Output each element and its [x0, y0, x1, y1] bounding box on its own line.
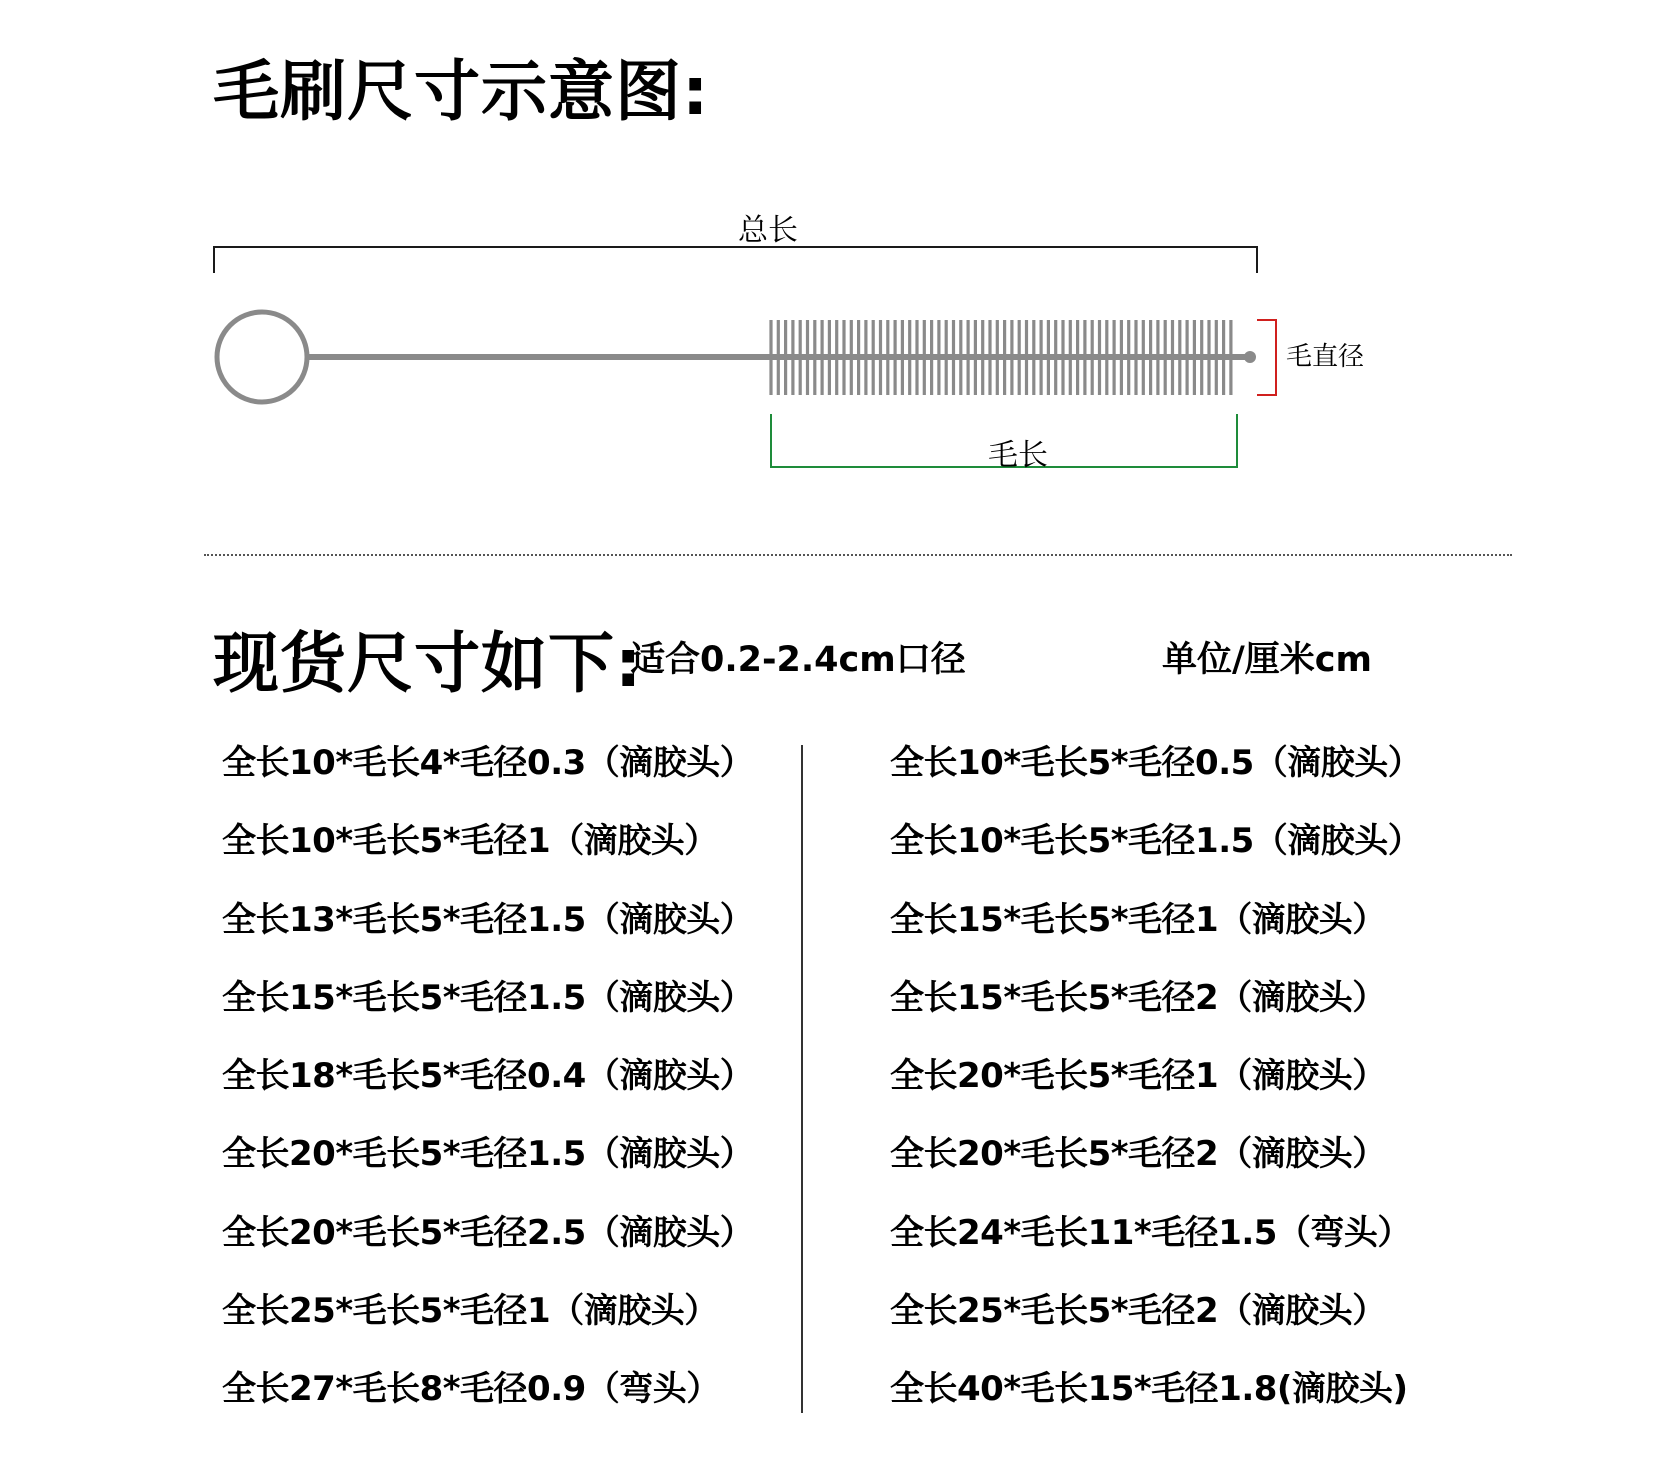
stock-title: 现货尺寸如下:	[213, 625, 643, 702]
stock-size-item: 全长20*毛长5*毛径1.5（滴胶头）	[222, 1134, 754, 1175]
stock-size-item: 全长20*毛长5*毛径1（滴胶头）	[890, 1056, 1386, 1097]
stock-subtitle: 适合0.2-2.4cm口径	[630, 640, 966, 680]
stock-size-item: 全长40*毛长15*毛径1.8(滴胶头)	[890, 1369, 1408, 1410]
section-divider	[204, 554, 1512, 556]
bristle-diameter-bracket	[1257, 320, 1276, 395]
total-length-bracket	[214, 247, 1257, 273]
brush-tip	[1244, 351, 1256, 363]
total-length-label: 总长	[738, 213, 798, 248]
stock-size-item: 全长27*毛长8*毛径0.9（弯头）	[222, 1369, 720, 1410]
stock-size-item: 全长15*毛长5*毛径2（滴胶头）	[890, 977, 1386, 1018]
bristle-length-label: 毛长	[988, 438, 1048, 473]
bristle-diameter-label: 毛直径	[1286, 342, 1365, 372]
stock-size-item: 全长15*毛长5*毛径1（滴胶头）	[890, 899, 1386, 940]
stock-size-item: 全长10*毛长5*毛径1（滴胶头）	[222, 821, 718, 862]
stock-size-item: 全长10*毛长5*毛径1.5（滴胶头）	[890, 821, 1422, 862]
column-divider	[801, 745, 803, 1413]
stock-size-item: 全长18*毛长5*毛径0.4（滴胶头）	[222, 1056, 754, 1097]
stock-size-item: 全长20*毛长5*毛径2（滴胶头）	[890, 1134, 1386, 1175]
stock-size-item: 全长10*毛长4*毛径0.3（滴胶头）	[222, 743, 754, 783]
stock-list-left	[222, 738, 753, 1443]
stock-size-item: 全长13*毛长5*毛径1.5（滴胶头）	[222, 899, 754, 940]
stock-size-item: 全长10*毛长5*毛径0.5（滴胶头）	[890, 743, 1422, 783]
brush-handle-ring	[217, 312, 307, 402]
stock-size-item: 全长25*毛长5*毛径2（滴胶头）	[890, 1291, 1386, 1332]
stock-list-right	[890, 738, 1421, 1443]
stock-size-item: 全长25*毛长5*毛径1（滴胶头）	[222, 1291, 718, 1332]
unit-label: 单位/厘米cm	[1162, 640, 1373, 680]
stock-size-item: 全长24*毛长11*毛径1.5（弯头）	[890, 1212, 1411, 1253]
stock-size-item: 全长20*毛长5*毛径2.5（滴胶头）	[222, 1212, 754, 1253]
stock-size-item: 全长15*毛长5*毛径1.5（滴胶头）	[222, 977, 754, 1018]
brush-dimension-diagram	[0, 0, 1667, 540]
diagram-title: 毛刷尺寸示意图:	[213, 53, 710, 130]
